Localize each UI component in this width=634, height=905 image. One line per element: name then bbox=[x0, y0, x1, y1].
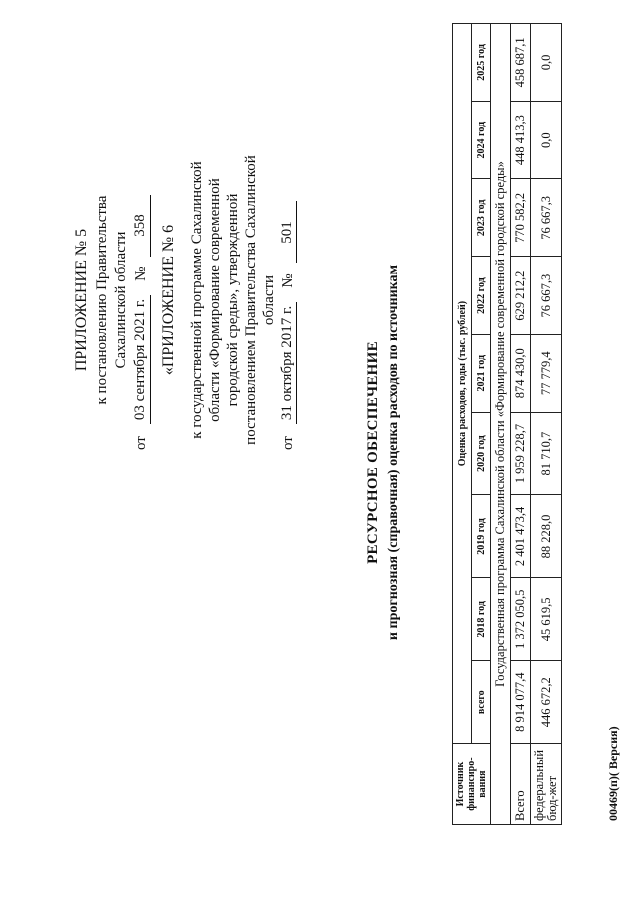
year-header: 2020 год bbox=[472, 412, 491, 495]
appendix-prev-date-row bbox=[278, 150, 297, 450]
from-label: от bbox=[280, 436, 296, 450]
table-cell: 770 582,2 bbox=[511, 179, 531, 257]
table-cell: 0,0 bbox=[531, 24, 562, 102]
from-label: от bbox=[133, 436, 149, 450]
table-cell: 446 672,2 bbox=[531, 661, 562, 744]
year-header: 2019 год bbox=[472, 495, 491, 578]
appendix-date: 03 сентября 2021 г. bbox=[131, 295, 151, 424]
table-row bbox=[511, 24, 531, 825]
num-label: № bbox=[133, 266, 149, 281]
appendix-title: ПРИЛОЖЕНИЕ № 5 bbox=[73, 228, 90, 372]
appendix-number: 358 bbox=[131, 195, 151, 257]
table-cell: 0,0 bbox=[531, 101, 562, 179]
row-source: федеральный бюд-жет bbox=[531, 744, 562, 825]
appendix-date-row bbox=[131, 150, 151, 450]
heading bbox=[365, 0, 402, 905]
heading-title: РЕСУРСНОЕ ОБЕСПЕЧЕНИЕ bbox=[365, 341, 381, 564]
appendix-prev-title: «ПРИЛОЖЕНИЕ № 6 bbox=[160, 224, 177, 376]
appendix-line1: к постановлению Правительства bbox=[94, 195, 110, 405]
table-cell: 874 430,0 bbox=[511, 334, 531, 412]
table-cell: 1 372 050,5 bbox=[511, 578, 531, 661]
program-row: Государственная программа Сахалинской области «Формирование современной городской среды» bbox=[491, 24, 511, 825]
footer-version: 00469(п)( Версия) bbox=[606, 726, 620, 821]
year-header: 2025 год bbox=[472, 24, 491, 102]
year-header: всего bbox=[472, 661, 491, 744]
table-cell: 76 667,3 bbox=[531, 257, 562, 335]
table-cell: 77 779,4 bbox=[531, 334, 562, 412]
table-cell: 458 687,1 bbox=[511, 24, 531, 102]
table-cell: 76 667,3 bbox=[531, 179, 562, 257]
table-cell: 81 710,7 bbox=[531, 412, 562, 495]
table-cell: 1 959 228,7 bbox=[511, 412, 531, 495]
year-header: 2018 год bbox=[472, 578, 491, 661]
col-group-header: Оценка расходов, годы (тыс. рублей) bbox=[453, 24, 472, 744]
resources-table bbox=[452, 23, 562, 825]
year-header: 2024 год bbox=[472, 101, 491, 179]
year-header: 2021 год bbox=[472, 334, 491, 412]
appendix-line2: Сахалинской области bbox=[113, 231, 129, 369]
year-header: 2022 год bbox=[472, 257, 491, 335]
appendix-prev-body: к государственной программе Сахалинской области «Формирование современной городской среды», утвержденной постановлением Правительства Сахалинской области bbox=[189, 155, 277, 445]
appendix-prev-block bbox=[160, 150, 297, 450]
year-header: 2023 год bbox=[472, 179, 491, 257]
appendix-block bbox=[72, 150, 151, 450]
num-label: № bbox=[280, 273, 296, 288]
appendix-prev-date: 31 октября 2017 г. bbox=[278, 302, 297, 424]
table-row bbox=[531, 24, 562, 825]
table-cell: 8 914 077,4 bbox=[511, 661, 531, 744]
row-source: Всего bbox=[511, 744, 531, 825]
heading-subtitle: и прогнозная (справочная) оценка расходов по источникам bbox=[386, 264, 401, 641]
table-cell: 88 228,0 bbox=[531, 495, 562, 578]
table-cell: 629 212,2 bbox=[511, 257, 531, 335]
table-cell: 45 619,5 bbox=[531, 578, 562, 661]
table-cell: 2 401 473,4 bbox=[511, 495, 531, 578]
col-source-header: Источник финансиро-вания bbox=[453, 744, 491, 825]
table-cell: 448 413,3 bbox=[511, 101, 531, 179]
appendix-prev-number: 501 bbox=[278, 201, 297, 263]
